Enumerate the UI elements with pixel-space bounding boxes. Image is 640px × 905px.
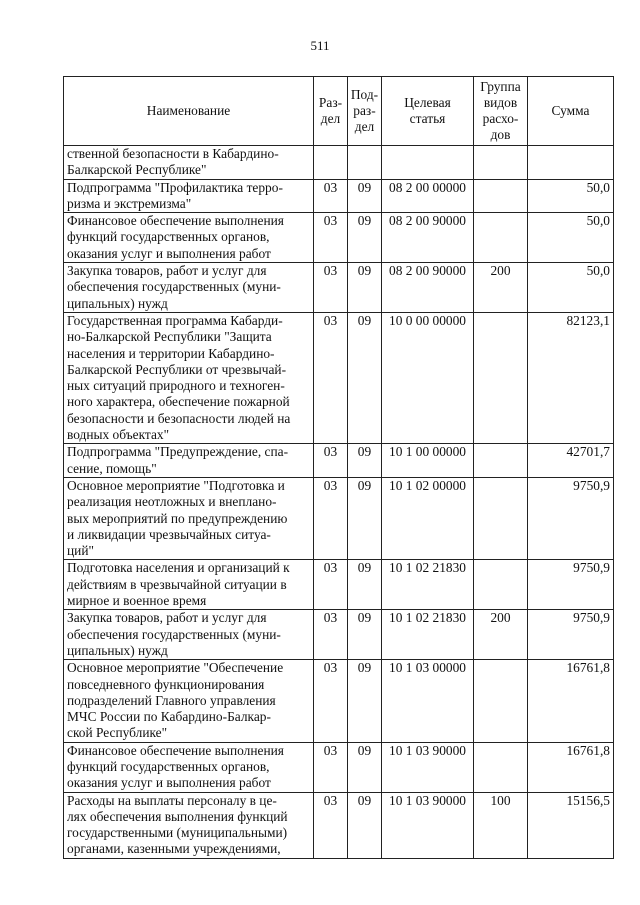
cell-target: 10 0 00 00000 [382, 312, 474, 443]
cell-sum: 50,0 [528, 213, 614, 263]
cell-subsection: 09 [348, 560, 382, 610]
table-row [64, 477, 614, 559]
cell-group: 200 [474, 263, 528, 313]
cell-sum: 16761,8 [528, 742, 614, 792]
cell-target: 10 1 02 21830 [382, 560, 474, 610]
cell-sum: 50,0 [528, 179, 614, 213]
table-row [64, 742, 614, 792]
cell-section: 03 [314, 660, 348, 742]
cell-group [474, 477, 528, 559]
cell-name: Основное мероприятие "Подготовка и реализация неотложных и внеплано- вых мероприятий по предупреждению и ликвидации чрезвычайных ситуа- ций" [64, 477, 314, 559]
cell-target: 10 1 02 00000 [382, 477, 474, 559]
cell-sum: 16761,8 [528, 660, 614, 742]
cell-name: Финансовое обеспечение выполнения функций государственных органов, оказания услуг и выполнения работ [64, 742, 314, 792]
budget-table [63, 76, 614, 859]
cell-subsection: 09 [348, 792, 382, 858]
cell-name: ственной безопасности в Кабардино- Балкарской Республике" [64, 146, 314, 180]
cell-group [474, 312, 528, 443]
table-header-row [64, 77, 614, 146]
cell-sum: 9750,9 [528, 477, 614, 559]
cell-subsection: 09 [348, 213, 382, 263]
cell-sum: 9750,9 [528, 560, 614, 610]
cell-name: Закупка товаров, работ и услуг для обеспечения государственных (муни- ципальных) нужд [64, 610, 314, 660]
cell-section: 03 [314, 213, 348, 263]
cell-section: 03 [314, 179, 348, 213]
cell-sum: 9750,9 [528, 610, 614, 660]
cell-section [314, 146, 348, 180]
cell-target: 10 1 00 00000 [382, 444, 474, 478]
cell-name: Подготовка населения и организаций к действиям в чрезвычайной ситуации в мирное и военное время [64, 560, 314, 610]
cell-target: 08 2 00 90000 [382, 213, 474, 263]
cell-name: Государственная программа Кабарди- но-Балкарской Республики "Защита населения и территории Кабардино- Балкарской Республики от чрезвычай- ных ситуаций природного и техноген- ного характера, обеспечение пожарной безопасности и безопасности людей на водных объектах" [64, 312, 314, 443]
cell-subsection: 09 [348, 610, 382, 660]
cell-subsection: 09 [348, 660, 382, 742]
table-row [64, 146, 614, 180]
cell-subsection: 09 [348, 444, 382, 478]
cell-section: 03 [314, 792, 348, 858]
cell-group [474, 742, 528, 792]
cell-group: 100 [474, 792, 528, 858]
cell-target: 08 2 00 00000 [382, 179, 474, 213]
cell-target: 10 1 03 90000 [382, 742, 474, 792]
cell-sum: 15156,5 [528, 792, 614, 858]
cell-name: Финансовое обеспечение выполнения функций государственных органов, оказания услуг и выполнения работ [64, 213, 314, 263]
cell-subsection [348, 146, 382, 180]
table-row [64, 660, 614, 742]
table-row [64, 444, 614, 478]
header-name: Наименование [64, 77, 314, 146]
cell-section: 03 [314, 263, 348, 313]
cell-section: 03 [314, 610, 348, 660]
cell-subsection: 09 [348, 263, 382, 313]
cell-name: Расходы на выплаты персоналу в це- лях обеспечения выполнения функций государственными (муниципальными) органами, казенными учреждениями, [64, 792, 314, 858]
cell-name: Закупка товаров, работ и услуг для обеспечения государственных (муни- ципальных) нужд [64, 263, 314, 313]
cell-subsection: 09 [348, 477, 382, 559]
header-target: Целевая статья [382, 77, 474, 146]
table-row [64, 792, 614, 858]
table-body [64, 146, 614, 859]
table-row [64, 312, 614, 443]
table-row [64, 610, 614, 660]
cell-section: 03 [314, 742, 348, 792]
cell-section: 03 [314, 444, 348, 478]
cell-target: 10 1 03 90000 [382, 792, 474, 858]
cell-group [474, 660, 528, 742]
cell-target: 08 2 00 90000 [382, 263, 474, 313]
cell-section: 03 [314, 560, 348, 610]
cell-name: Подпрограмма "Предупреждение, спа- сение, помощь" [64, 444, 314, 478]
page-number: 511 [310, 38, 330, 53]
cell-sum: 82123,1 [528, 312, 614, 443]
cell-group [474, 444, 528, 478]
cell-sum: 42701,7 [528, 444, 614, 478]
cell-target: 10 1 02 21830 [382, 610, 474, 660]
cell-target: 10 1 03 00000 [382, 660, 474, 742]
cell-group [474, 560, 528, 610]
header-section: Раз- дел [314, 77, 348, 146]
header-subsection: Под- раз- дел [348, 77, 382, 146]
cell-group [474, 213, 528, 263]
cell-subsection: 09 [348, 179, 382, 213]
cell-subsection: 09 [348, 742, 382, 792]
cell-group: 200 [474, 610, 528, 660]
table-row [64, 263, 614, 313]
cell-section: 03 [314, 477, 348, 559]
cell-name: Подпрограмма "Профилактика терро- ризма и экстремизма" [64, 179, 314, 213]
cell-group [474, 146, 528, 180]
header-group: Группа видов расхо- дов [474, 77, 528, 146]
cell-target [382, 146, 474, 180]
cell-sum: 50,0 [528, 263, 614, 313]
table-row [64, 560, 614, 610]
table-row [64, 179, 614, 213]
header-sum: Сумма [528, 77, 614, 146]
cell-sum [528, 146, 614, 180]
cell-name: Основное мероприятие "Обеспечение повседневного функционирования подразделений Главного управления МЧС России по Кабардино-Балкар- ской Республике" [64, 660, 314, 742]
cell-subsection: 09 [348, 312, 382, 443]
cell-group [474, 179, 528, 213]
table-row [64, 213, 614, 263]
cell-section: 03 [314, 312, 348, 443]
